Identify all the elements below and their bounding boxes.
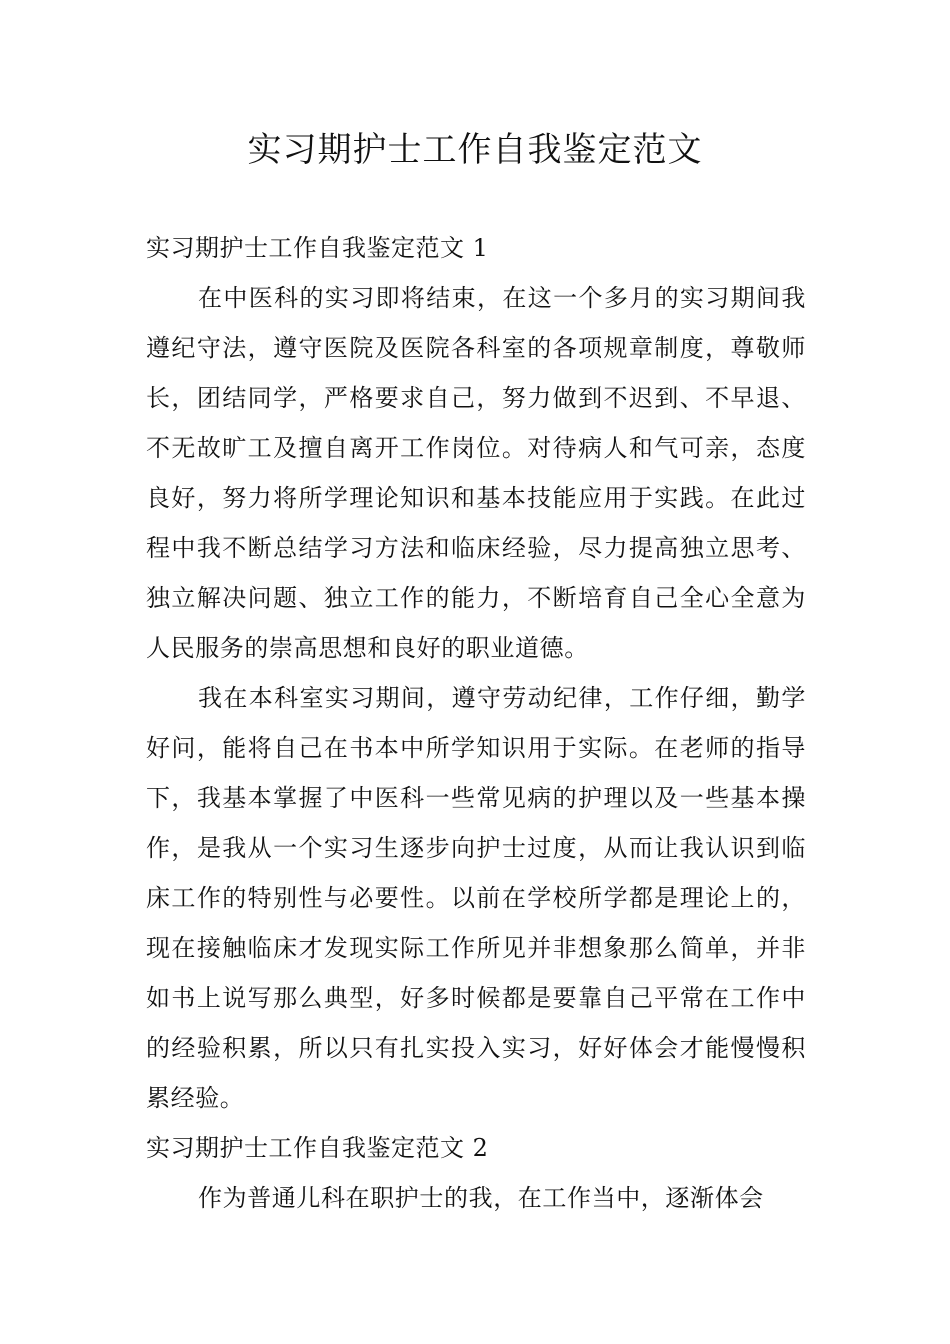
section-heading: 实习期护士工作自我鉴定范文 2 (146, 1134, 489, 1162)
section-2 (146, 1123, 806, 1223)
document-body (146, 223, 806, 1223)
document-title: 实习期护士工作自我鉴定范文 (247, 130, 703, 170)
paragraph: 在中医科的实习即将结束，在这一个多月的实习期间我遵纪守法，遵守医院及医院各科室的各项规章制度，尊敬师长，团结同学，严格要求自己，努力做到不迟到、不早退、不无故旷工及擅自离开工作岗位。对待病人和气可亲，态度良好，努力将所学理论知识和基本技能应用于实践。在此过程中我不断总结学习方法和临床经验，尽力提高独立思考、独立解决问题、独立工作的能力，不断培育自己全心全意为人民服务的崇高思想和良好的职业道德。 (146, 284, 806, 662)
paragraph: 我在本科室实习期间，遵守劳动纪律，工作仔细，勤学好问，能将自己在书本中所学知识用于实际。在老师的指导下，我基本掌握了中医科一些常见病的护理以及一些基本操作，是我从一个实习生逐步向护士过度，从而让我认识到临床工作的特别性与必要性。以前在学校所学都是理论上的，现在接触临床才发现实际工作所见并非想象那么简单，并非如书上说写那么典型，好多时候都是要靠自己平常在工作中的经验积累，所以只有扎实投入实习，好好体会才能慢慢积累经验。 (146, 684, 806, 1112)
section-1 (146, 223, 806, 1123)
paragraph: 作为普通儿科在职护士的我，在工作当中，逐渐体会 (198, 1184, 764, 1212)
section-heading: 实习期护士工作自我鉴定范文 1 (146, 234, 489, 262)
